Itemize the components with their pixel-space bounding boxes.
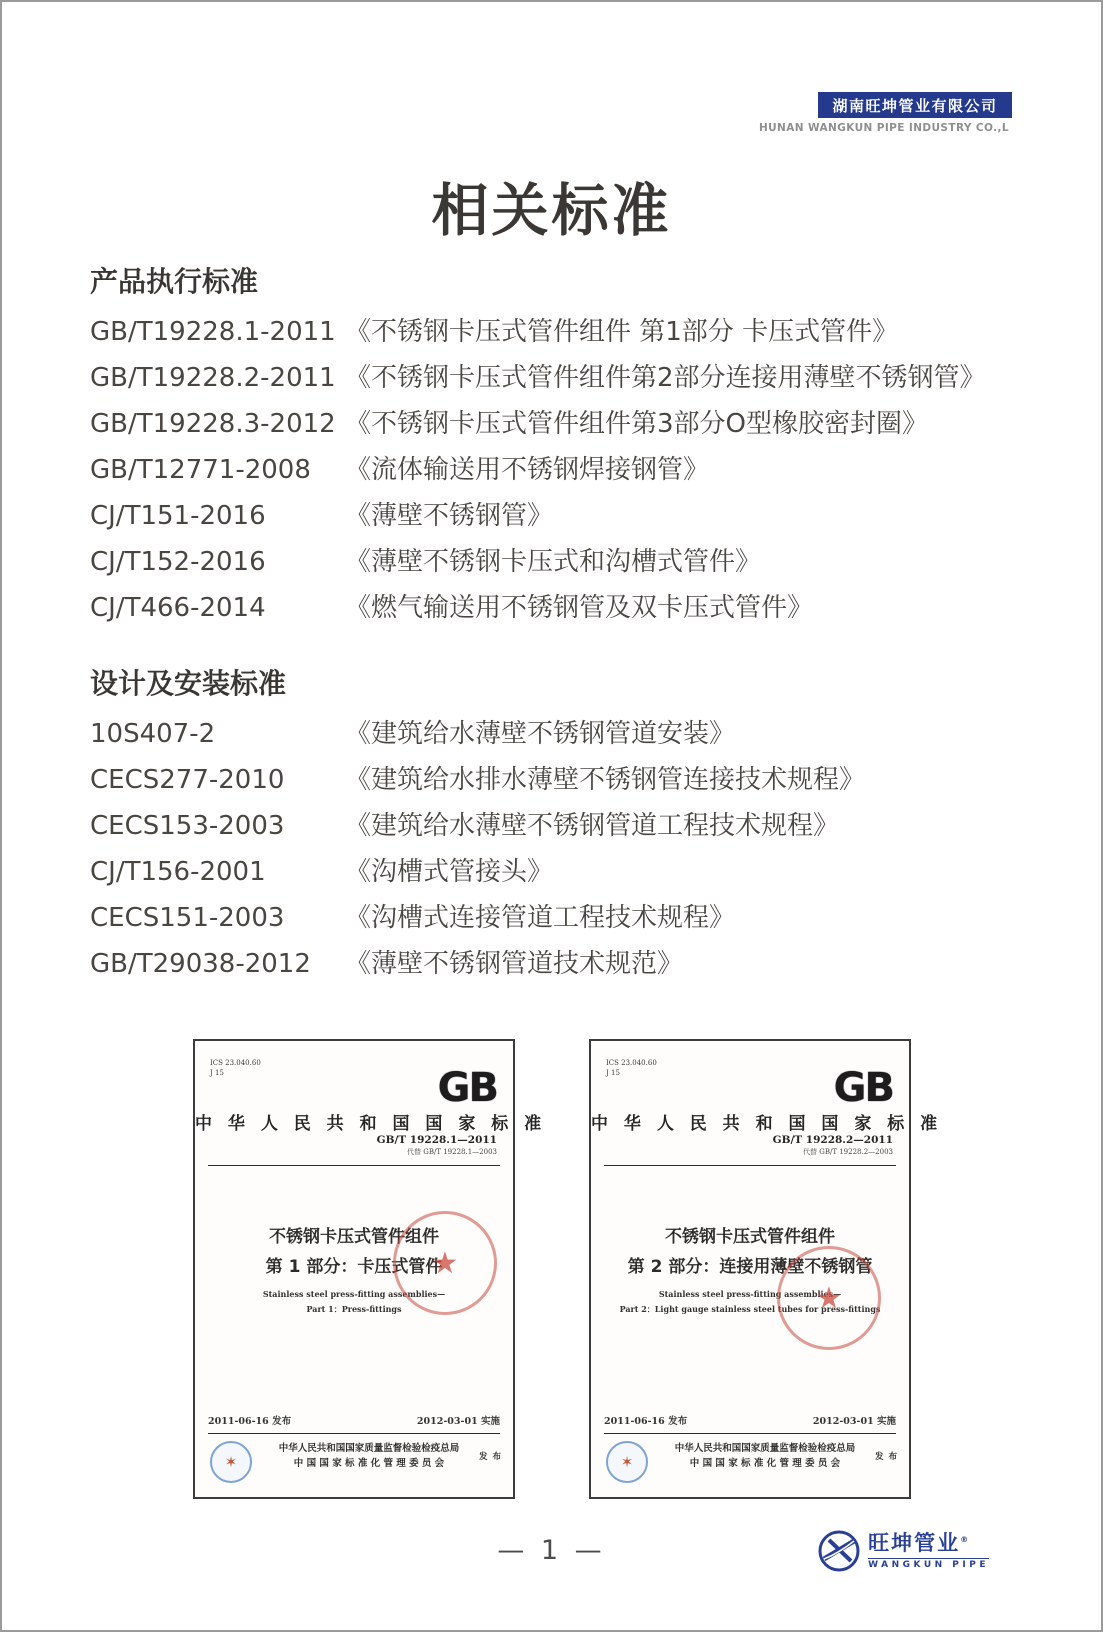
aqsiq-emblem-icon: ✶ (210, 1441, 252, 1483)
certificate-title: 不锈钢卡压式管件组件 第 2 部分：连接用薄壁不锈钢管 (627, 1227, 873, 1277)
company-name-en: HUNAN WANGKUN PIPE INDUSTRY CO.,L (758, 122, 1009, 134)
section-product-standards (90, 260, 1021, 622)
standard-row (90, 456, 1021, 484)
wangkun-emblem-icon (817, 1529, 861, 1573)
divider (604, 1165, 896, 1166)
standard-row (90, 502, 1021, 530)
standard-title: 《不锈钢卡压式管件组件 第1部分 卡压式管件》 (345, 317, 899, 347)
standard-title: 《建筑给水薄壁不锈钢管道工程技术规程》 (345, 811, 840, 841)
company-name-cn: 湖南旺坤管业有限公司 (832, 96, 998, 115)
standard-title: 《流体输送用不锈钢焊接钢管》 (345, 455, 710, 485)
certificate-cover-gbt19228-1 (193, 1039, 547, 1499)
standard-row (90, 720, 1021, 748)
issuer-block: 中华人民共和国国家质量监督检验检疫总局 中 国 国 家 标 准 化 管 理 委 员 会 (278, 1443, 460, 1469)
standard-code: 10S407-2 (90, 719, 216, 749)
standard-title: 《建筑给水薄壁不锈钢管道安装》 (345, 719, 736, 749)
certificate-cover-gbt19228-2 (589, 1039, 943, 1499)
standard-title: 《薄壁不锈钢管道技术规范》 (345, 949, 684, 979)
page-number: — 1 — (497, 1535, 606, 1566)
standard-row (90, 364, 1021, 392)
dates-row (208, 1413, 500, 1434)
standard-row (90, 858, 1021, 886)
certificate-subtitle-en: Stainless steel press-fitting assemblies— Part 1：Press-fittings (262, 1289, 446, 1315)
ics-code: ICS 23.040.60 J 15 (606, 1059, 657, 1077)
standard-code: CJ/T152-2016 (90, 547, 266, 577)
standard-code: CECS277-2010 (90, 765, 285, 795)
standard-row (90, 904, 1021, 932)
implementation-date: 2012-03-01 实施 (416, 1416, 500, 1427)
publish-label: 发 布 (479, 1452, 502, 1462)
section-heading: 设计及安装标准 (90, 667, 287, 700)
section-heading: 产品执行标准 (90, 265, 259, 298)
wangkun-logo (817, 1529, 989, 1573)
star-icon: ★ (431, 1245, 459, 1281)
standard-code: GB/T12771-2008 (90, 455, 311, 485)
standard-row (90, 950, 1021, 978)
standard-row (90, 410, 1021, 438)
standard-code: CJ/T151-2016 (90, 501, 266, 531)
implementation-date: 2012-03-01 实施 (812, 1416, 896, 1427)
standard-code: GB/T19228.2-2011 (90, 363, 336, 393)
standard-row (90, 548, 1021, 576)
wangkun-logo-cn: 旺坤管业® (868, 1530, 971, 1555)
standard-title: 《不锈钢卡压式管件组件第3部分O型橡胶密封圈》 (345, 409, 929, 439)
national-standard-header: 中 华 人 民 共 和 国 国 家 标 准 (195, 1114, 547, 1134)
divider (208, 1165, 500, 1166)
standard-code-block (377, 1134, 497, 1157)
section-design-standards (90, 662, 1021, 978)
standard-number: GB/T 19228.1—2011 (376, 1134, 497, 1146)
standard-title: 《建筑给水排水薄壁不锈钢管连接技术规程》 (345, 765, 866, 795)
standard-title: 《薄壁不锈钢卡压式和沟槽式管件》 (345, 547, 762, 577)
company-banner (818, 92, 1012, 118)
standard-title: 《燃气输送用不锈钢管及双卡压式管件》 (345, 593, 814, 623)
aqsiq-emblem-icon: ✶ (606, 1441, 648, 1483)
standard-code: CECS153-2003 (90, 811, 285, 841)
certificate-subtitle-en: Stainless steel press-fitting assemblies— Part 2：Light gauge stainless steel tubes for press-fittings (619, 1289, 881, 1315)
national-standard-header: 中 华 人 民 共 和 国 国 家 标 准 (591, 1114, 943, 1134)
standards-content (90, 260, 1021, 996)
standard-row (90, 594, 1021, 622)
registered-mark: ® (960, 1534, 971, 1544)
issuer-block: 中华人民共和国国家质量监督检验检疫总局 中 国 国 家 标 准 化 管 理 委 员 会 (674, 1443, 856, 1469)
publish-label: 发 布 (875, 1452, 898, 1462)
red-seal-stamp (393, 1211, 497, 1315)
standard-code-block (773, 1134, 893, 1157)
issue-date: 2011-06-16 发布 (604, 1416, 688, 1427)
star-icon: ★ (815, 1280, 843, 1316)
standard-code: CJ/T466-2014 (90, 593, 266, 623)
standard-number: GB/T 19228.2—2011 (772, 1134, 893, 1146)
dates-row (604, 1413, 896, 1434)
wangkun-logo-en: WANGKUN PIPE (868, 1559, 989, 1570)
replaces-note: 代替 GB/T 19228.1—2003 (407, 1148, 497, 1156)
certificate-title: 不锈钢卡压式管件组件 第 1 部分：卡压式管件 (265, 1227, 443, 1277)
certificate-covers (193, 1039, 943, 1499)
standard-row (90, 812, 1021, 840)
standard-code: CECS151-2003 (90, 903, 285, 933)
replaces-note: 代替 GB/T 19228.2—2003 (803, 1148, 893, 1156)
gb-logo: GB (437, 1065, 497, 1111)
gb-logo: GB (833, 1065, 893, 1111)
ics-code: ICS 23.040.60 J 15 (210, 1059, 261, 1077)
red-seal-stamp (777, 1246, 881, 1350)
page-title: 相关标准 (431, 178, 672, 244)
standard-title: 《沟槽式管接头》 (345, 857, 554, 887)
standard-title: 《不锈钢卡压式管件组件第2部分连接用薄壁不锈钢管》 (345, 363, 986, 393)
standard-row (90, 766, 1021, 794)
standard-title: 《沟槽式连接管道工程技术规程》 (345, 903, 736, 933)
standard-code: GB/T29038-2012 (90, 949, 311, 979)
wangkun-logo-text (868, 1530, 989, 1570)
issue-date: 2011-06-16 发布 (208, 1416, 292, 1427)
standard-code: GB/T19228.1-2011 (90, 317, 336, 347)
standard-code: CJ/T156-2001 (90, 857, 266, 887)
standard-code: GB/T19228.3-2012 (90, 409, 336, 439)
standard-row (90, 318, 1021, 346)
standard-title: 《薄壁不锈钢管》 (345, 501, 554, 531)
